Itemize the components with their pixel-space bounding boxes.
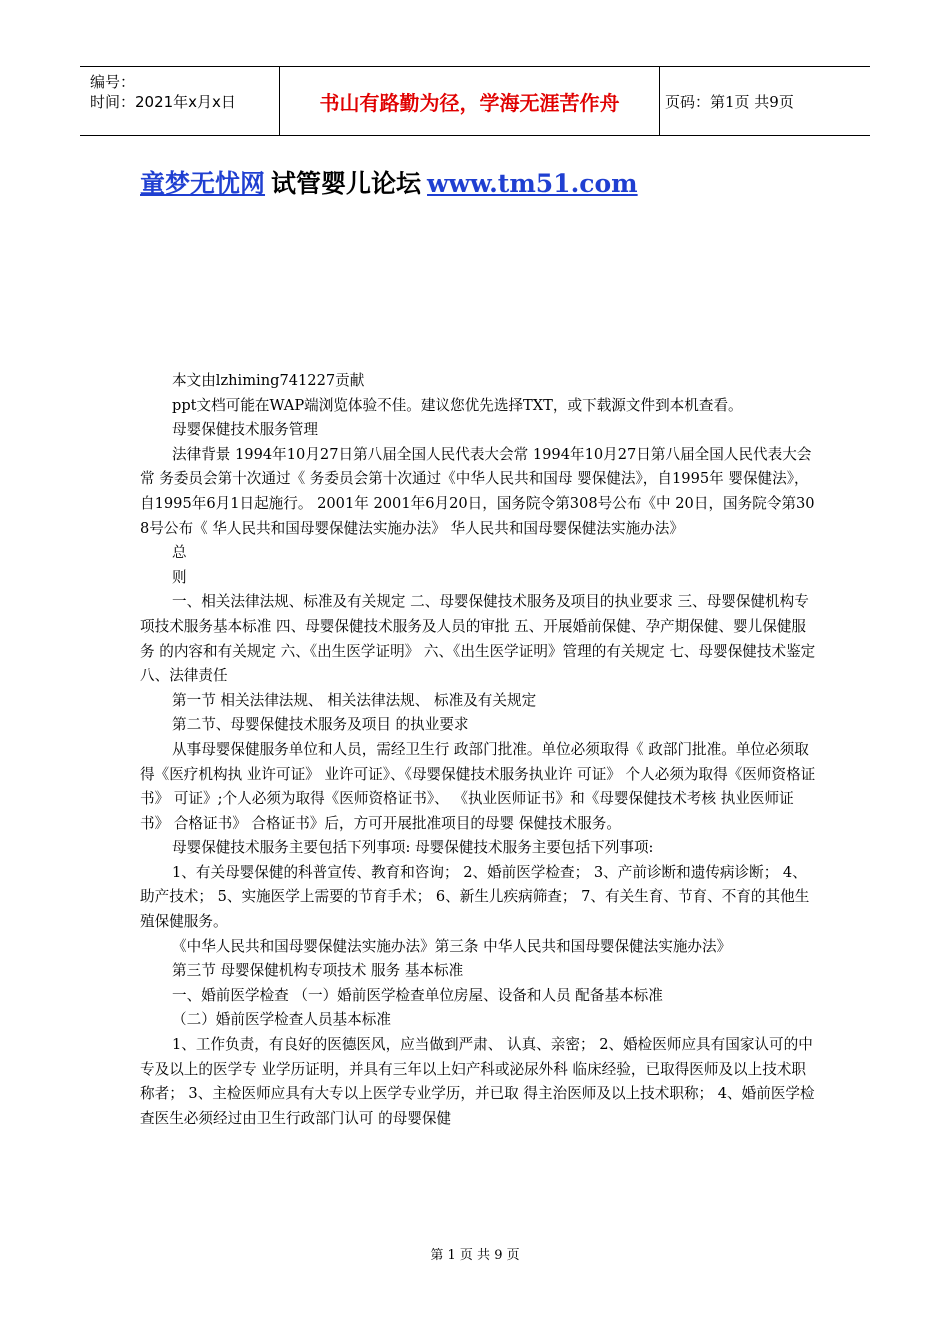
page-footer: 第 1 页 共 9 页	[430, 1248, 520, 1263]
header-page-info: 页码：第1页 共9页	[665, 92, 794, 111]
number-label: 编号：	[90, 73, 136, 91]
paragraph: 《中华人民共和国母婴保健法实施办法》第三条 中华人民共和国母婴保健法实施办法》	[172, 937, 732, 955]
document-body	[140, 369, 820, 1131]
paragraph: 法律背景 1994年10月27日第八届全国人民代表大会常 1994年10月27日第八届全国人民代表大会常 务委员会第十次通过《 务委员会第十次通过《中华人民共和国母 婴保健法》，自1995年 婴保健法》，自1995年6月1日起施行。 2001年 2001年6月20日，国务院令第308号公布《中 20日，国务院令第308号公布《 华人民共和国母婴保健法实施办法》 华人民共和国母婴保健法实施办法》	[140, 445, 815, 537]
forum-name: 试管婴儿论坛	[271, 169, 422, 198]
paragraph: 母婴保健技术服务主要包括下列事项: 母婴保健技术服务主要包括下列事项:	[172, 839, 654, 857]
paragraph: ppt文档可能在WAP端浏览体验不佳。建议您优先选择TXT，或下载源文件到本机查看。	[172, 396, 743, 414]
paragraph: 从事母婴保健服务单位和人员，需经卫生行 政部门批准。单位必须取得《 政部门批准。单位必须取得《医疗机构执 业许可证》 业许可证》、《母婴保健技术服务执业许 可证》 个人必须为取得《医师资格证书》 可证》;个人必须为取得《医师资格证书》、 《执业医师证书》和《母婴保健技术考核 执业医师证书》 合格证书》 合格证书》后，方可开展批准项目的母婴 保健技术服务。	[140, 740, 816, 832]
site-url-link[interactable]: www.tm51.com	[427, 169, 638, 198]
section-heading: 第二节、母婴保健技术服务及项目 的执业要求	[172, 716, 469, 734]
paragraph: 总	[172, 544, 187, 562]
paragraph: 1、工作负责，有良好的医德医风，应当做到严肃、 认真、亲密； 2、婚检医师应具有国家认可的中专及以上的医学专 业学历证明，并具有三年以上妇产科或泌尿外科 临床经验，已取得医师及以上技术职称者； 3、主检医师应具有大专以上医学专业学历，并已取 得主治医师及以上技术职称； 4、婚前医学检查医生必须经过由卫生行政部门认可 的母婴保健	[140, 1036, 815, 1127]
paragraph: 则	[172, 568, 187, 586]
paragraph: 1、有关母婴保健的科普宣传、教育和咨询； 2、婚前医学检查； 3、产前诊断和遗传病诊断； 4、助产技术； 5、实施医学上需要的节育手术； 6、新生儿疾病筛查； 7、有关生育、节育、不育的其他生殖保健服务。	[140, 863, 810, 931]
paragraph: 一、婚前医学检查 （一）婚前医学检查单位房屋、设备和人员 配备基本标准	[172, 986, 663, 1004]
section-heading: 第三节 母婴保健机构专项技术 服务 基本标准	[172, 962, 464, 980]
paragraph: 本文由lzhiming741227贡献	[172, 372, 365, 389]
site-banner	[140, 164, 638, 200]
header-meta	[80, 67, 280, 135]
document-header	[80, 66, 870, 136]
site-name-link[interactable]: 童梦无忧网	[140, 169, 266, 198]
paragraph: 一、相关法律法规、标准及有关规定 二、母婴保健技术服务及项目的执业要求 三、母婴保健机构专项技术服务基本标准 四、母婴保健技术服务及人员的审批 五、开展婚前保健、孕产期保健、婴儿保健服务 的内容和有关规定 六、《出生医学证明》 六、《出生医学证明》管理的有关规定 七、母婴保健技术鉴定 八、法律责任	[140, 593, 816, 685]
section-heading: 第一节 相关法律法规、 相关法律法规、 标准及有关规定	[172, 691, 537, 709]
date-label: 时间：2021年x月x日	[90, 93, 236, 111]
header-motto: 书山有路勤为径，学海无涯苦作舟	[280, 67, 660, 135]
paragraph: 母婴保健技术服务管理	[172, 421, 318, 439]
paragraph: （二）婚前医学检查人员基本标准	[172, 1011, 391, 1029]
